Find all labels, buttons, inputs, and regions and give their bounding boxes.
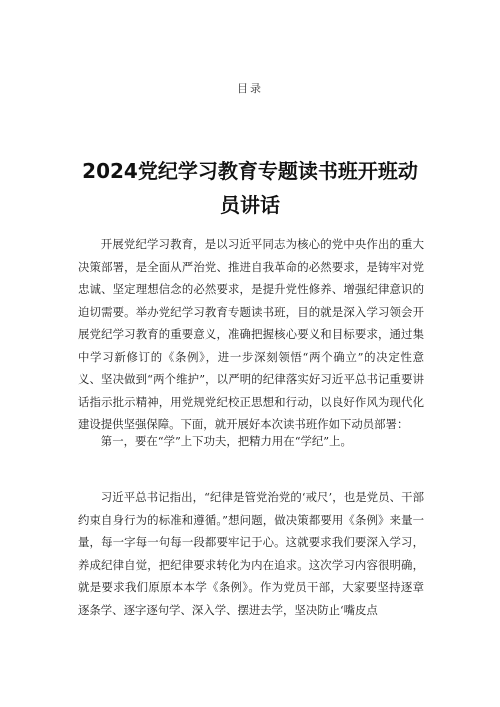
- document-title: 2024党纪学习教育专题读书班开班动员讲话: [82, 159, 418, 217]
- toc-heading: 目录: [237, 82, 263, 95]
- body-paragraph-point-one: 第一，要在“学”上下功夫，把精力用在“学纪”上。: [100, 434, 352, 448]
- body-paragraph-intro: 开展党纪学习教育，是以习近平同志为核心的党中央作出的重大决策部署，是全面从严治党、推进自我革命的必然要求，是铸牢对党忠诚、坚定理想信念的必然要求，是提升党性修养、增强纪律意识的迫切需要。举办党纪学习教育专题读书班，目的就是深入学习领会开展党纪学习教育的重要意义，准确把握核心要义和目标要求，通过集中学习新修订的《条例》，进一步深刻领悟“两个确立”的决定性意义、坚决做到“两个维护”，以严明的纪律落实好习近平总书记重要讲话指示批示精神，用党规党纪校正思想和行动，以良好作风为现代化建设提供坚强保障。下面，就开展好本次读书班作如下动员部署：: [78, 237, 424, 431]
- body-paragraph-detail: 习近平总书记指出，“纪律是管党治党的‘戒尺’，也是党员、干部约束自身行为的标准和遵循。”想问题，做决策都要用《条例》来量一量，每一字每一句每一段都要牢记于心。这就要求我们要深入学习，养成纪律自觉，把纪律要求转化为内在追求。这次学习内容很明确，就是要求我们原原本本学《条例》。作为党员干部，大家要坚持逐章逐条学、逐字逐句学、深入学、摆进去学，坚决防止‘嘴皮点: [78, 490, 424, 617]
